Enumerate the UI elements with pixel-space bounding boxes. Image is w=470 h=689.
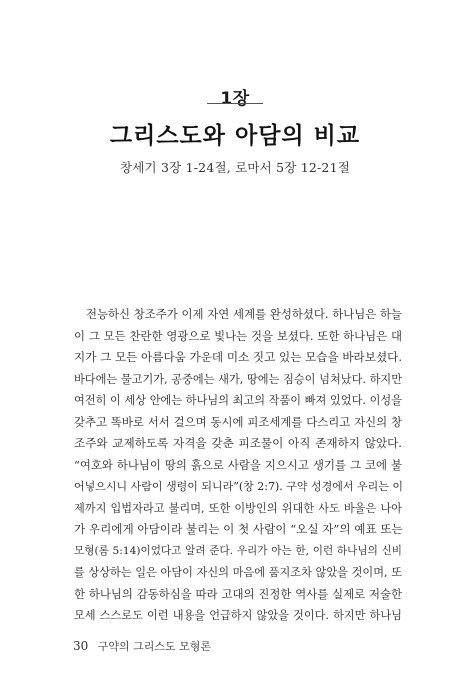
body-line: 를 상상하는 일은 아담이 자신의 마음에 품지조차 않았을 것이며, 또 (74, 566, 402, 579)
body-line: 여전히 이 세상 안에는 하나님의 최고의 작품이 빠져 있었다. 이성을 (74, 394, 402, 407)
body-line: 가 우리에게 아담이라 불리는 이 첫 사람이 “오실 자”의 예표 또는 (74, 522, 403, 536)
body-text (74, 304, 402, 627)
body-line: 갖추고 똑바로 서서 걸으며 동시에 피조세계를 다스리고 자신의 창 (74, 414, 402, 429)
body-line: 제까지 입법자라고 불리며, 또한 이방인의 위대한 사도 바울은 나아 (74, 501, 402, 515)
body-line: 모세 스스로도 이런 내용을 언급하지 않았을 것이다. 하지만 하나님 (74, 609, 402, 622)
body-line: 이 그 모든 찬란한 영광으로 빛나는 것을 보셨다. 또한 하나님은 대 (74, 328, 402, 343)
body-line: 지가 그 모든 아름다움 가운데 미소 짓고 있는 모습을 바라보셨다. (74, 350, 403, 364)
chapter-title: 그리스도와 아담의 비교 (109, 123, 361, 149)
body-line: “여호와 하나님이 땅의 흙으로 사람을 지으시고 생기를 그 코에 불 (74, 457, 402, 472)
scripture-reference: 창세기 3장 1-24절, 로마서 5장 12-21절 (119, 160, 350, 175)
body-line: 전능하신 창조주가 이제 자연 세계를 완성하셨다. 하나님은 하늘 (86, 307, 402, 321)
body-line: 모형(롬 5:14)이었다고 알려 준다. 우리가 아는 한, 이런 하나님의 신비 (74, 544, 402, 557)
body-line: 어넣으시니 사람이 생령이 되니라”(창 2:7). 구약 성경에서 우리는 이 (74, 480, 404, 493)
chapter-number: 1장 (220, 89, 250, 109)
page-footer (73, 638, 211, 654)
running-title: 구약의 그리스도 모형론 (97, 640, 212, 653)
chapter-number-rule (207, 103, 263, 104)
body-line: 바다에는 물고기가, 공중에는 새가, 땅에는 짐승이 넘쳐났다. 하지만 (74, 372, 402, 386)
body-line: 한 하나님의 감동하심을 따라 고대의 진정한 역사를 실제로 저술한 (74, 586, 402, 601)
body-line: 조주와 교제하도록 자격을 갖춘 피조물이 아직 존재하지 않았다. (74, 436, 402, 450)
page-number: 30 (73, 639, 89, 653)
